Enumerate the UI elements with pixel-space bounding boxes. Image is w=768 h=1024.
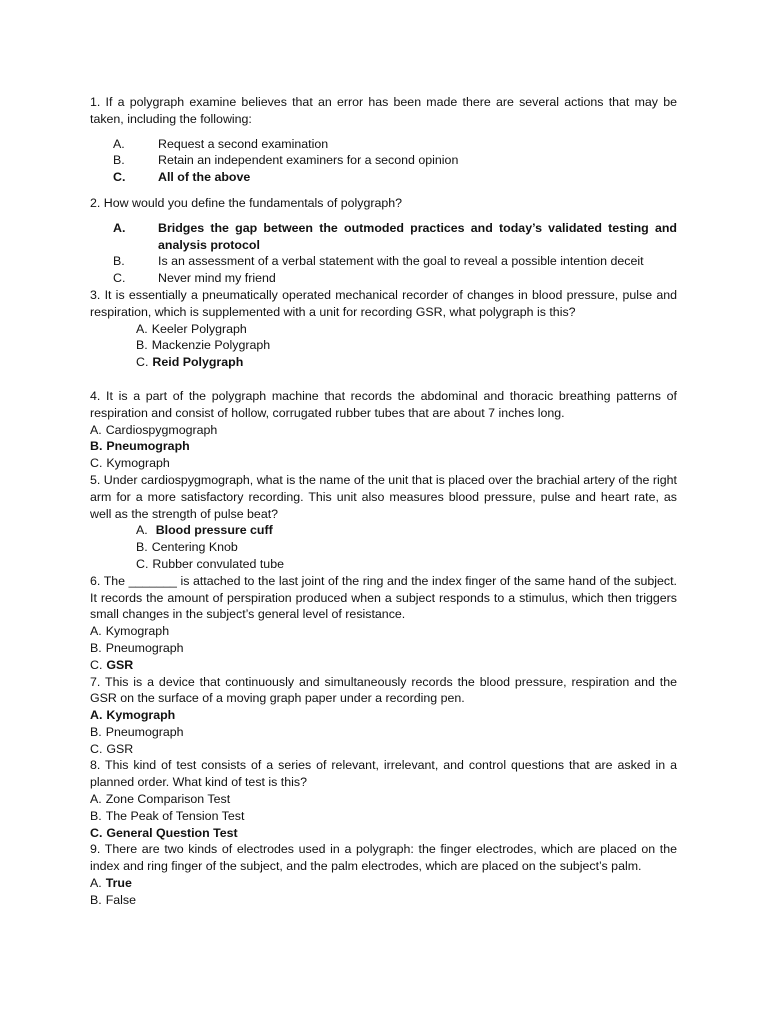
q6-option-b — [90, 640, 677, 657]
option-text: General Question Test — [106, 825, 238, 840]
document-page — [90, 94, 677, 909]
option-letter: C. — [113, 271, 126, 286]
option-text: Blood pressure cuff — [155, 523, 273, 538]
option-text: Centering Knob — [151, 540, 238, 555]
option-letter: C. — [90, 456, 103, 471]
question-9: 9. There are two kinds of electrodes used in a polygraph: the finger electrodes, which are placed on the index and ring finger of the subject, and the palm electrodes, which are placed on the subject’s palm. — [90, 842, 677, 874]
option-text: GSR — [106, 657, 134, 672]
option-letter: A. — [90, 876, 102, 891]
q4-option-c — [90, 455, 677, 472]
question-1: 1. If a polygraph examine believes that an error has been made there are several actions that may be taken, including the following: — [90, 95, 677, 126]
option-letter: A. — [90, 422, 102, 437]
q3-option-c-answer — [90, 354, 677, 371]
option-letter: A. — [90, 708, 103, 723]
option-letter: A. — [113, 136, 125, 151]
question-7: 7. This is a device that continuously and simultaneously records the blood pressure, respiration and the GSR on the surface of a moving graph paper under a recording pen. — [90, 674, 677, 706]
option-text: Pneumograph — [105, 724, 184, 739]
q5-option-c — [90, 556, 677, 573]
q3-option-a — [90, 321, 677, 338]
option-text: Cardiospygmograph — [105, 422, 218, 437]
q1-option-c-answer — [90, 169, 677, 186]
option-letter: C. — [90, 741, 103, 756]
q9-option-a-answer — [90, 875, 677, 892]
option-text: GSR — [106, 741, 134, 756]
option-letter: C. — [113, 170, 126, 185]
question-6: 6. The _______ is attached to the last joint of the ring and the index finger of the same hand of the subject. It records the amount of perspiration produced when a subject responds to a stimulus, which then triggers small changes in the subject’s general level of resistance. — [90, 573, 677, 622]
q1-option-b — [90, 152, 677, 169]
q7-option-a-answer — [90, 707, 677, 724]
option-letter: C. — [90, 657, 103, 672]
option-letter: A. — [90, 792, 102, 807]
option-letter: B. — [90, 808, 102, 823]
q4-option-a — [90, 422, 677, 439]
option-text: All of the above — [158, 170, 251, 185]
q9-option-b — [90, 892, 677, 909]
option-letter: A. — [136, 321, 148, 336]
q6-option-a — [90, 623, 677, 640]
q3-option-b — [90, 337, 677, 354]
option-letter: C. — [136, 556, 149, 571]
q8-option-c-answer — [90, 825, 677, 842]
q2-option-c — [90, 270, 677, 287]
option-text: True — [105, 876, 132, 891]
option-text: Pneumograph — [105, 640, 184, 655]
option-text: Is an assessment of a verbal statement with the goal to reveal a possible intention deceit — [158, 254, 644, 269]
question-3: 3. It is essentially a pneumatically operated mechanical recorder of changes in blood pressure, pulse and respiration, which is supplemented with a unit for recording GSR, what polygraph is this? — [90, 287, 677, 319]
q1-option-a — [90, 136, 677, 153]
q7-option-b — [90, 724, 677, 741]
option-text: Pneumograph — [106, 439, 190, 454]
q7-option-c — [90, 741, 677, 758]
q5-option-b — [90, 539, 677, 556]
option-text: Zone Comparison Test — [105, 792, 231, 807]
question-4: 4. It is a part of the polygraph machine that records the abdominal and thoracic breathing patterns of respiration and consist of hollow, corrugated rubber tubes that are about 7 inches long. — [90, 388, 677, 420]
q4-option-b-answer — [90, 438, 677, 455]
option-text: Keeler Polygraph — [151, 321, 247, 336]
question-8: 8. This kind of test consists of a series of relevant, irrelevant, and control questions that are asked in a planned order. What kind of test is this? — [90, 758, 677, 790]
q8-option-a — [90, 791, 677, 808]
option-letter: C. — [136, 355, 149, 370]
option-letter: B. — [113, 153, 125, 168]
option-text: Reid Polygraph — [152, 355, 244, 370]
question-5: 5. Under cardiospygmograph, what is the name of the unit that is placed over the brachial artery of the right arm for a more satisfactory recording. This unit also measures blood pressure, pulse and heart rate, as well as the strength of pulse beat? — [90, 472, 677, 521]
option-text: Never mind my friend — [158, 271, 276, 286]
option-letter: C. — [90, 825, 103, 840]
q2-option-a-answer — [90, 220, 677, 254]
option-letter: A. — [136, 523, 148, 538]
q5-option-a-answer — [90, 522, 677, 539]
option-text: Kymograph — [105, 624, 170, 639]
option-letter: B. — [90, 640, 102, 655]
option-text: Request a second examination — [158, 136, 329, 151]
option-text: Kymograph — [106, 708, 176, 723]
option-letter: B. — [90, 724, 102, 739]
option-letter: B. — [90, 892, 102, 907]
option-text: Kymograph — [106, 456, 170, 471]
q8-option-b — [90, 808, 677, 825]
question-2: 2. How would you define the fundamentals of polygraph? — [90, 195, 403, 210]
option-letter: A. — [113, 220, 126, 235]
option-letter: B. — [136, 540, 148, 555]
option-text: Rubber convulated tube — [152, 556, 284, 571]
option-letter: A. — [90, 624, 102, 639]
option-letter: B. — [90, 439, 103, 454]
option-text: Bridges the gap between the outmoded practices and today’s validated testing and analysis protocol — [158, 220, 677, 252]
option-letter: B. — [113, 254, 125, 269]
option-text: False — [105, 892, 137, 907]
option-text: Retain an independent examiners for a second opinion — [158, 153, 459, 168]
q2-option-b — [90, 253, 677, 270]
option-letter: B. — [136, 338, 148, 353]
q6-option-c-answer — [90, 657, 677, 674]
option-text: The Peak of Tension Test — [105, 808, 245, 823]
option-text: Mackenzie Polygraph — [151, 338, 271, 353]
